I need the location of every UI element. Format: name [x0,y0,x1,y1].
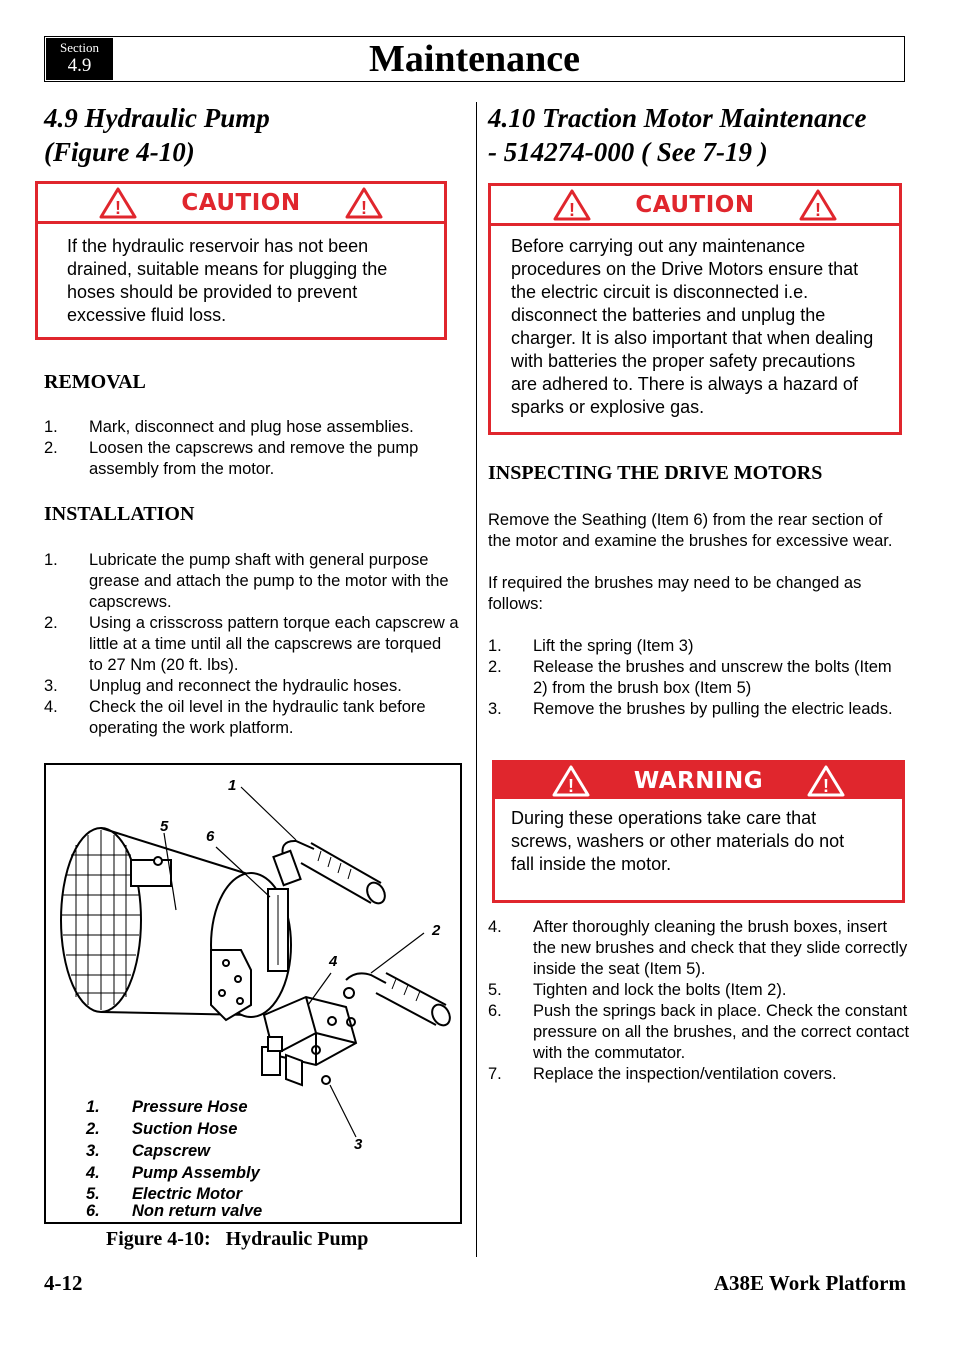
legend-item: 5. Electric Motor [86,1185,243,1203]
svg-text:!: ! [115,197,122,218]
svg-text:!: ! [814,199,821,220]
svg-text:!: ! [823,776,830,796]
caution-bar [491,186,899,226]
warning-triangle-icon [99,187,137,219]
list-item: 1. Lubricate the pump shaft with general purpose grease and attach the pump to the motor with the capscrews. [44,551,449,611]
caution-label: CAUTION [181,189,301,216]
list-item: 1. Lift the spring (Item 3) [488,637,694,655]
caution-text: If the hydraulic reservoir has not been drained, suitable means for plugging the hoses should be provided to prevent excessive fluid loss. [67,236,388,325]
callout-6: 6 [206,828,215,845]
callout-5: 5 [160,818,169,835]
warning-triangle-icon [553,189,591,221]
page-title: Maintenance [368,38,581,80]
figure-legend [86,1096,262,1218]
legend-item: 6. Non return valve [86,1202,263,1220]
list-item: 1. Mark, disconnect and plug hose assemblies. [44,418,414,436]
legend-item: 2. Suction Hose [86,1120,238,1138]
heading-line-1: 4.9 Hydraulic Pump [44,103,270,133]
list-item: 2. Loosen the capscrews and remove the pump assembly from the motor. [44,439,419,478]
heading-line-2: - 514274-000 ( See 7-19 ) [488,137,768,167]
brush-steps-continued [488,917,910,1085]
figure-caption: Figure 4-10: Hydraulic Pump [106,1228,369,1250]
warning-label: WARNING [633,768,764,794]
svg-text:!: ! [569,199,576,220]
product-name: A38E Work Platform [713,1271,906,1295]
page-header [44,36,905,82]
inspecting-heading: INSPECTING THE DRIVE MOTORS [488,462,823,484]
installation-steps [44,550,459,739]
callout-2: 2 [432,922,441,939]
legend-item: 3. Capscrew [86,1142,210,1160]
caution-bar [38,184,444,224]
list-item: 5. Tighten and lock the bolts (Item 2). [488,981,787,999]
removal-steps [44,417,454,480]
list-item: 4. After thoroughly cleaning the brush boxes, insert the new brushes and check that they slide correctly inside the seat (Item 5). [488,918,908,978]
callout-4: 4 [329,953,338,970]
warning-triangle-icon [799,189,837,221]
section-number: 4.9 [67,55,92,76]
installation-heading: INSTALLATION [44,503,195,525]
list-item: 3. Unplug and reconnect the hydraulic hoses. [44,677,402,695]
hydraulic-pump-heading [44,101,270,169]
callout-1: 1 [228,777,237,794]
inspecting-paragraph-2: If required the brushes may need to be changed as follows: [488,574,862,613]
heading-line-1: 4.10 Traction Motor Maintenance [488,103,867,133]
list-item: 6. Push the springs back in place. Check the constant pressure on all the brushes, and the correct contact with the commutator. [488,1002,910,1062]
traction-motor-heading [488,101,867,169]
svg-text:!: ! [567,776,574,796]
callout-3: 3 [354,1136,363,1153]
warning-triangle-icon [552,765,590,797]
warning-box [492,760,905,903]
warning-triangle-icon [807,765,845,797]
warning-bar [495,763,902,799]
list-item: 7. Replace the inspection/ventilation covers. [488,1065,837,1083]
hydraulic-pump-figure [44,763,462,1224]
column-divider [476,102,477,1257]
brush-steps [488,636,893,720]
inspecting-paragraph-1: Remove the Seathing (Item 6) from the rear section of the motor and examine the brushes for excessive wear. [488,511,893,550]
caution-box-left [35,181,447,340]
caution-text: Before carrying out any maintenance procedures on the Drive Motors ensure that the electric circuit is disconnected i.e. disconnect the batteries and unplug the charger. It is also important that when dealing with batteries the proper safety precautions are adhered to. There is always a hazard of sparks or explosive gas. [511,236,874,417]
list-item: 2. Release the brushes and unscrew the bolts (Item 2) from the brush box (Item 5) [488,658,892,697]
section-label: Section [60,40,99,55]
legend-item: 1. Pressure Hose [86,1098,248,1116]
svg-text:!: ! [360,197,367,218]
warning-text: During these operations take care that screws, washers or other materials do not fall inside the motor. [511,808,845,874]
caution-label: CAUTION [635,191,755,218]
page-number: 4-12 [44,1271,83,1295]
removal-heading: REMOVAL [44,371,146,393]
legend-item: 4. Pump Assembly [86,1164,260,1182]
list-item: 4. Check the oil level in the hydraulic tank before operating the work platform. [44,698,426,737]
list-item: 2. Using a crisscross pattern torque each capscrew a little at a time until all the capscrews are torqued to 27 Nm (20 ft. lbs). [44,614,459,674]
list-item: 3. Remove the brushes by pulling the electric leads. [488,700,893,718]
heading-line-2: (Figure 4-10) [44,137,195,167]
warning-triangle-icon [345,187,383,219]
caution-box-right [488,183,902,435]
